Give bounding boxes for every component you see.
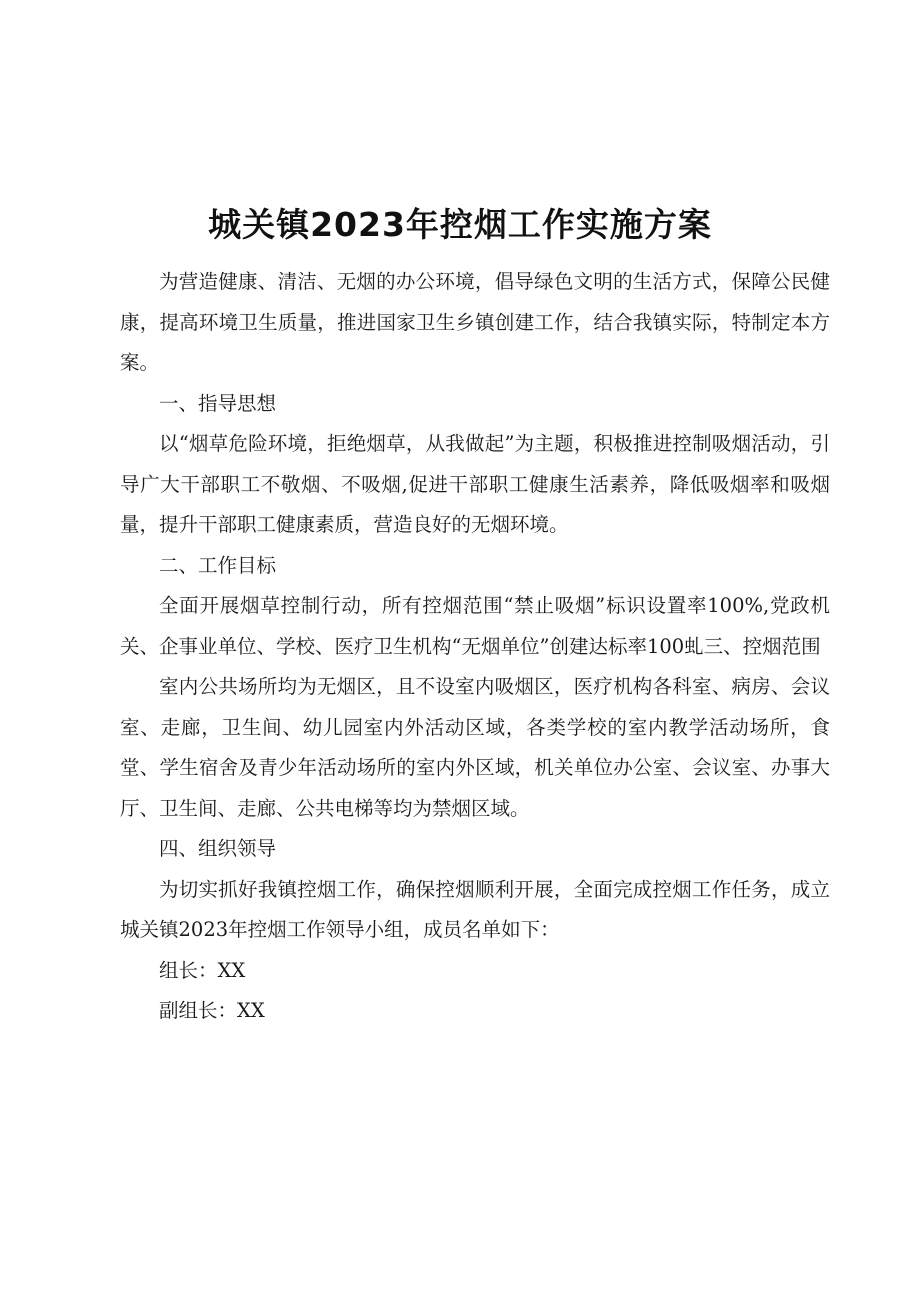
work-goals-paragraph: 全面开展烟草控制行动，所有控烟范围“禁止吸烟”标识设置率100%,党政机关、企事业单位、学校、医疗卫生机构“无烟单位”创建达标率100虬三、控烟范围 bbox=[120, 594, 830, 658]
organization-leadership-paragraph: 为切实抓好我镇控烟工作，确保控烟顺利开展，全面完成控烟工作任务，成立城关镇2023年控烟工作领导小组，成员名单如下： bbox=[120, 877, 830, 941]
intro-paragraph: 为营造健康、清洁、无烟的办公环境，倡导绿色文明的生活方式，保障公民健康，提高环境卫生质量，推进国家卫生乡镇创建工作，结合我镇实际，特制定本方案。 bbox=[120, 270, 830, 374]
smoke-control-scope-paragraph: 室内公共场所均为无烟区，且不设室内吸烟区，医疗机构各科室、病房、会议室、走廊，卫生间、幼儿园室内外活动区域，各类学校的室内教学活动场所，食堂、学生宿舍及青少年活动场所的室内外区域，机关单位办公室、会议室、办事大厅、卫生间、走廊、公共电梯等均为禁烟区域。 bbox=[120, 675, 830, 820]
document-title: 城关镇2023年控烟工作实施方案 bbox=[208, 205, 712, 245]
section-heading-guiding-ideology: 一、指导思想 bbox=[159, 391, 277, 415]
section-heading-organization-leadership: 四、组织领导 bbox=[159, 837, 277, 860]
deputy-leader-line: 副组长：XX bbox=[159, 999, 265, 1022]
document-body bbox=[120, 262, 830, 1032]
leader-line: 组长：XX bbox=[159, 958, 246, 982]
section-heading-work-goals: 二、工作目标 bbox=[159, 553, 277, 577]
guiding-ideology-paragraph: 以“烟草危险环境，拒绝烟草，从我做起”为主题，积极推进控制吸烟活动，引导广大干部职工不敬烟、不吸烟,促进干部职工健康生活素养，降低吸烟率和吸烟量，提升干部职工健康素质，营造良好的无烟环境。 bbox=[120, 432, 830, 536]
